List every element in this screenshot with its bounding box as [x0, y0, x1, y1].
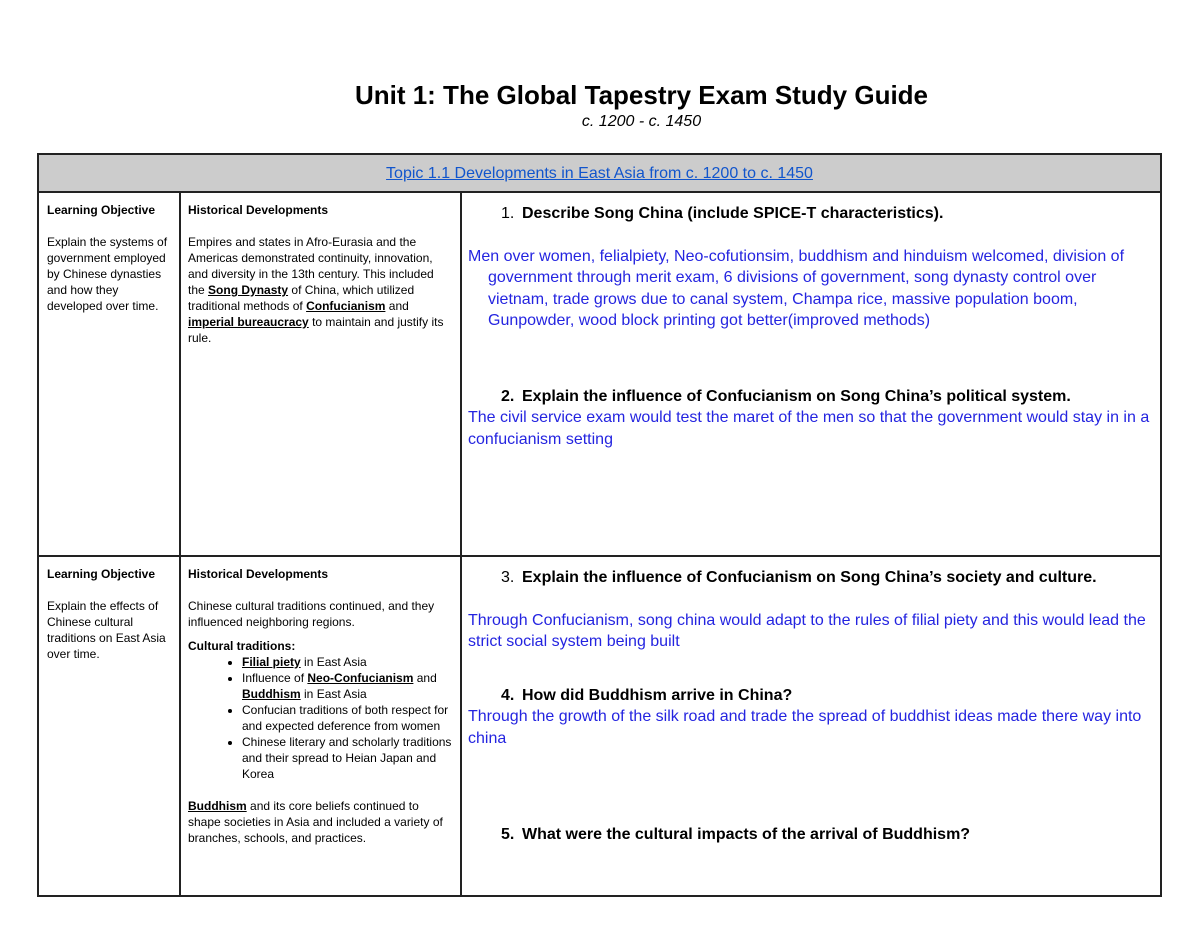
- page-subtitle: c. 1200 - c. 1450: [581, 113, 702, 130]
- term-buddhism: Buddhism: [188, 799, 247, 813]
- learning-objective-header: Learning Objective: [47, 567, 156, 581]
- historical-developments-header: Historical Developments: [188, 203, 329, 217]
- table-row: [39, 193, 1160, 557]
- study-guide-table: [37, 153, 1162, 897]
- list-item: • Confucian traditions of both respect for and expected deference from women: [242, 702, 453, 734]
- answer-3[interactable]: Through Confucianism, song china would adapt to the rules of filial piety and this would lead the strict social system being built: [468, 611, 1146, 650]
- question-2: 2. Explain the influence of Confucianism on Song China’s political system.: [501, 387, 1071, 405]
- cultural-traditions-label: Cultural traditions:: [188, 639, 296, 653]
- topic-link[interactable]: Topic 1.1 Developments in East Asia from c. 1200 to c. 1450: [386, 165, 813, 182]
- answer-1[interactable]: Men over women, felialpiety, Neo-cofutionsim, buddhism and hinduism welcomed, division of government through merit exam, 6 divisions of government, song dynasty control over vietnam, trade grows due to canal system, Champa rice, massive population boom, Gunpowder, wood block printing got better(improved methods): [468, 247, 1125, 329]
- term-song-dynasty: Song Dynasty: [208, 283, 289, 297]
- question-4: 4. How did Buddhism arrive in China?: [501, 686, 793, 704]
- cultural-traditions-list: [188, 654, 453, 782]
- questions-cell: [462, 193, 1160, 555]
- answer-2[interactable]: The civil service exam would test the maret of the men so that the government would stay in in a confucianism setting: [468, 409, 1150, 448]
- table-row: [39, 557, 1160, 897]
- historical-developments-text: Chinese cultural traditions continued, and they influenced neighboring regions.: [188, 599, 435, 629]
- historical-developments-header: Historical Developments: [188, 567, 329, 581]
- historical-developments-text: Empires and states in Afro-Eurasia and the Americas demonstrated continuity, innovation, and diversity in the 13th century. This included the Song Dynasty of China, which utilized traditional methods of Confucianism and imperial bureaucracy to maintain and justify its rule.: [188, 235, 444, 345]
- learning-objective-text: Explain the systems of government employed by Chinese dynasties and how they developed over time.: [47, 235, 168, 313]
- learning-objective-text: Explain the effects of Chinese cultural traditions on East Asia over time.: [47, 599, 166, 661]
- question-1: 1. Describe Song China (include SPICE-T characteristics).: [501, 205, 944, 222]
- list-item: • Filial piety in East Asia: [242, 654, 453, 670]
- question-5: 5. What were the cultural impacts of the arrival of Buddhism?: [501, 826, 971, 843]
- term-imperial-bureaucracy: imperial bureaucracy: [188, 315, 309, 329]
- question-3: 3. Explain the influence of Confucianism on Song China’s society and culture.: [501, 569, 1097, 586]
- historical-developments-cell: [181, 557, 462, 897]
- learning-objective-cell: [39, 193, 181, 555]
- page-title: Unit 1: The Global Tapestry Exam Study Guide: [354, 80, 929, 110]
- historical-developments-cell: [181, 193, 462, 555]
- questions-cell: [462, 557, 1160, 897]
- answer-4[interactable]: Through the growth of the silk road and trade the spread of buddhist ideas made there way into china: [468, 708, 1142, 747]
- learning-objective-header: Learning Objective: [47, 203, 156, 217]
- topic-header: [39, 155, 1160, 193]
- buddhism-text: Buddhism and its core beliefs continued to shape societies in Asia and included a variety of branches, schools, and practices.: [188, 799, 443, 845]
- term-confucianism: Confucianism: [306, 299, 386, 313]
- learning-objective-cell: [39, 557, 181, 897]
- list-item: • Influence of Neo-Confucianism and Buddhism in East Asia: [242, 670, 453, 702]
- list-item: • Chinese literary and scholarly traditions and their spread to Heian Japan and Korea: [242, 734, 453, 782]
